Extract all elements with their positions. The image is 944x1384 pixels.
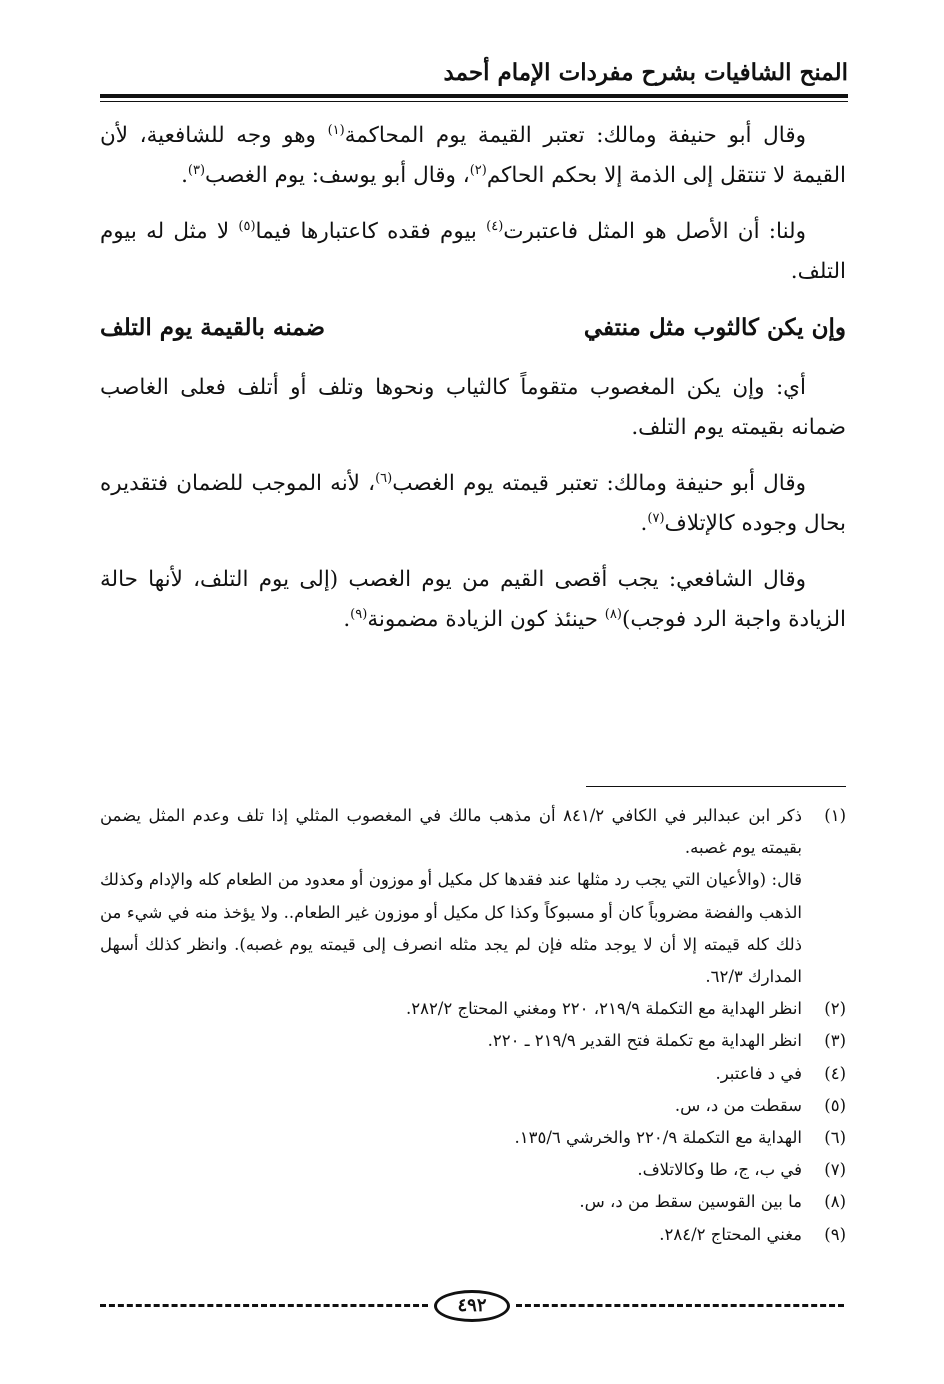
footnote <box>100 800 846 864</box>
footnote-ref: (٥) <box>238 218 256 234</box>
footnote-ref: (١) <box>327 122 345 138</box>
footnote-separator <box>586 786 846 787</box>
page-number: ٤٩٢ <box>434 1290 510 1322</box>
footnote-number: (٢) <box>824 999 846 1019</box>
footnote-number: (٤) <box>824 1063 846 1083</box>
footnote-text: في ب، ج، طا وكالاتلاف. <box>637 1160 802 1180</box>
footnote <box>100 1154 846 1186</box>
paragraph: وقال أبو حنيفة ومالك: تعتبر قيمته يوم الغصب$^{(٦)}$، لأنه الموجب للضمان فتقديره بحال وجوده كالإتلاف$^{(٧)}$. <box>100 470 846 536</box>
footnote-text: انظر الهداية مع التكملة ٢١٩/٩، ٢٢٠ ومغني المحتاج ٢٨٢/٢. <box>405 999 802 1019</box>
footnote <box>100 1090 846 1122</box>
page-footer <box>100 1286 844 1326</box>
footnote-continuation: قال: (والأعيان التي يجب رد مثلها عند فقدها كل مكيل أو موزون أو معدود من الطعام كله والإدام وكذلك الذهب والفضة مضروباً كان أو مسبوكاً وكذا كل مكيل أو موزون غير الطعام.. ولا يؤخذ منه في شيء من ذلك كله قيمته إلا أن لا يوجد مثله فإن لم يجد مثله انصرف إلى قيمته يوم غصبه). وانظر كذلك أسهل المدارك ٦٢/٣. <box>100 870 802 987</box>
footnote-text: ذكر ابن عبدالبر في الكافي ٨٤١/٢ أن مذهب مالك في المغصوب المثلي إذا تلف وعدم المثل يضمن بقيمته يوم غصبه. <box>100 806 803 858</box>
verse-second-hemistich: ضمنه بالقيمة يوم التلف <box>100 314 326 341</box>
footnote-ref: (٢) <box>469 162 487 178</box>
footnote-ref: (٨) <box>604 606 622 622</box>
footnote-text: الهداية مع التكملة ٢٢٠/٩ والخرشي ١٣٥/٦. <box>514 1128 802 1148</box>
poem-verse <box>100 308 846 348</box>
footnote <box>100 1058 846 1090</box>
footnote-ref: (٤) <box>486 218 504 234</box>
paragraph: وقال الشافعي: يجب أقصى القيم من يوم الغصب (إلى يوم التلف، لأنها حالة الزيادة واجبة الرد فوجب)$^{(٨)}$ حينئذ كون الزيادة مضمونة$^{(٩)}$. <box>100 567 846 632</box>
footnote <box>100 1219 846 1251</box>
paragraph: ولنا: أن الأصل هو المثل فاعتبرت$^{(٤)}$ بيوم فقده كاعتبارها فيما$^{(٥)}$ لا مثل له بيوم التلف. <box>100 218 846 284</box>
footnote <box>100 993 846 1025</box>
footnotes <box>100 800 846 1251</box>
footnote <box>100 1025 846 1057</box>
footnote-ref: (٧) <box>647 510 665 526</box>
footnote-text: سقطت من د، س. <box>674 1095 802 1115</box>
running-header <box>100 52 848 92</box>
book-title: المنح الشافيات بشرح مفردات الإمام أحمد <box>443 58 848 86</box>
footnote-number: (٦) <box>824 1128 846 1148</box>
footnote-number: (٥) <box>824 1095 846 1115</box>
verse-first-hemistich: وإن يكن كالثوب مثل منتفي <box>583 314 846 341</box>
paragraph: وقال أبو حنيفة ومالك: تعتبر القيمة يوم المحاكمة$^{(١)}$ وهو وجه للشافعية، لأن القيمة لا تنتقل إلى الذمة إلا بحكم الحاكم$^{(٢)}$، وقال أبو يوسف: يوم الغصب$^{(٣)}$. <box>100 122 846 188</box>
footnote-ref: (٦) <box>375 470 393 486</box>
footnote-number: (٣) <box>824 1031 846 1051</box>
footnote-text: في د فاعتبر. <box>715 1063 802 1083</box>
footnote <box>100 1186 846 1218</box>
footnote-ref: (٩) <box>350 606 368 622</box>
footer-dashed-rule-left <box>100 1304 428 1307</box>
footnote-text: مغني المحتاج ٢٨٤/٢. <box>659 1224 802 1244</box>
footnote-number: (٩) <box>824 1224 846 1244</box>
footer-dashed-rule-right <box>516 1304 844 1307</box>
header-rule-thin <box>100 101 848 102</box>
footnote-text: ما بين القوسين سقط من د، س. <box>579 1192 802 1212</box>
footnote-number: (٨) <box>824 1192 846 1212</box>
footnote-number: (٧) <box>824 1160 846 1180</box>
footnote <box>100 1122 846 1154</box>
footnote-text: انظر الهداية مع تكملة فتح القدير ٢١٩/٩ ـ ٢٢٠. <box>487 1031 802 1051</box>
footnote-ref: (٣) <box>187 162 206 178</box>
footnote-number: (١) <box>824 806 846 825</box>
header-rule-thick <box>100 94 848 98</box>
paragraph: أي: وإن يكن المغصوب متقوماً كالثياب ونحوها وتلف أو أتلف فعلى الغاصب ضمانه بقيمته يوم التلف. <box>100 375 846 440</box>
main-text <box>100 116 846 656</box>
